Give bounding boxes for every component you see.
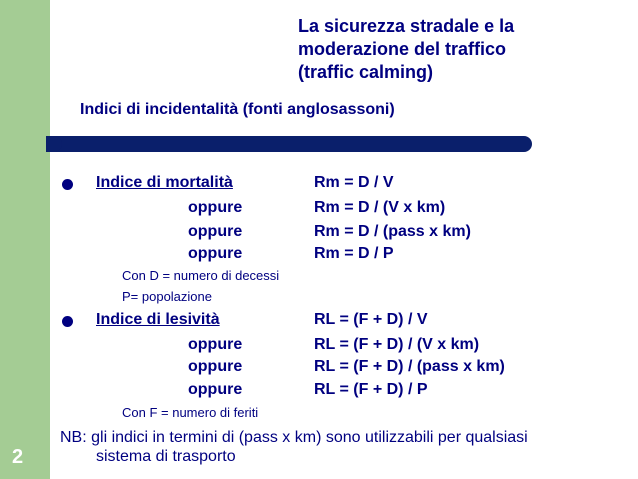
or-label: oppure — [188, 245, 243, 262]
bullet-icon — [62, 316, 73, 327]
formula: Rm = D / P — [314, 245, 394, 262]
formula: RL = (F + D) / V — [314, 311, 428, 328]
slide-title — [298, 15, 618, 84]
or-label: oppure — [188, 199, 243, 216]
title-line: (traffic calming) — [298, 62, 434, 82]
formula: Rm = D / (V x km) — [314, 199, 446, 216]
bullet-icon — [62, 179, 73, 190]
footer-note — [60, 428, 600, 466]
footer-note-line: NB: gli indici in termini di (pass x km) sono utilizzabili per qualsiasi — [60, 429, 528, 446]
definition-note: Con F = numero di feriti — [122, 405, 259, 420]
formula: RL = (F + D) / (pass x km) — [314, 358, 505, 375]
mortality-index-label: Indice di mortalità — [96, 174, 233, 191]
formula: Rm = D / V — [314, 174, 394, 191]
footer-note-line: sistema di trasporto — [96, 448, 236, 465]
or-label: oppure — [188, 358, 243, 375]
or-label: oppure — [188, 381, 243, 398]
or-label: oppure — [188, 336, 243, 353]
formula: RL = (F + D) / (V x km) — [314, 336, 480, 353]
title-line: La sicurezza stradale e la — [298, 16, 515, 36]
formula: Rm = D / (pass x km) — [314, 223, 471, 240]
formula: RL = (F + D) / P — [314, 381, 428, 398]
or-label: oppure — [188, 223, 243, 240]
definition-note: P= popolazione — [122, 289, 212, 304]
slide-subtitle: Indici di incidentalità (fonti anglosassoni) — [80, 101, 395, 118]
definition-note: Con D = numero di decessi — [122, 268, 280, 283]
divider-bar — [46, 136, 532, 152]
title-line: moderazione del traffico — [298, 39, 507, 59]
page-number: 2 — [12, 446, 24, 468]
sidebar-accent — [0, 0, 50, 479]
injury-index-label: Indice di lesività — [96, 311, 220, 328]
